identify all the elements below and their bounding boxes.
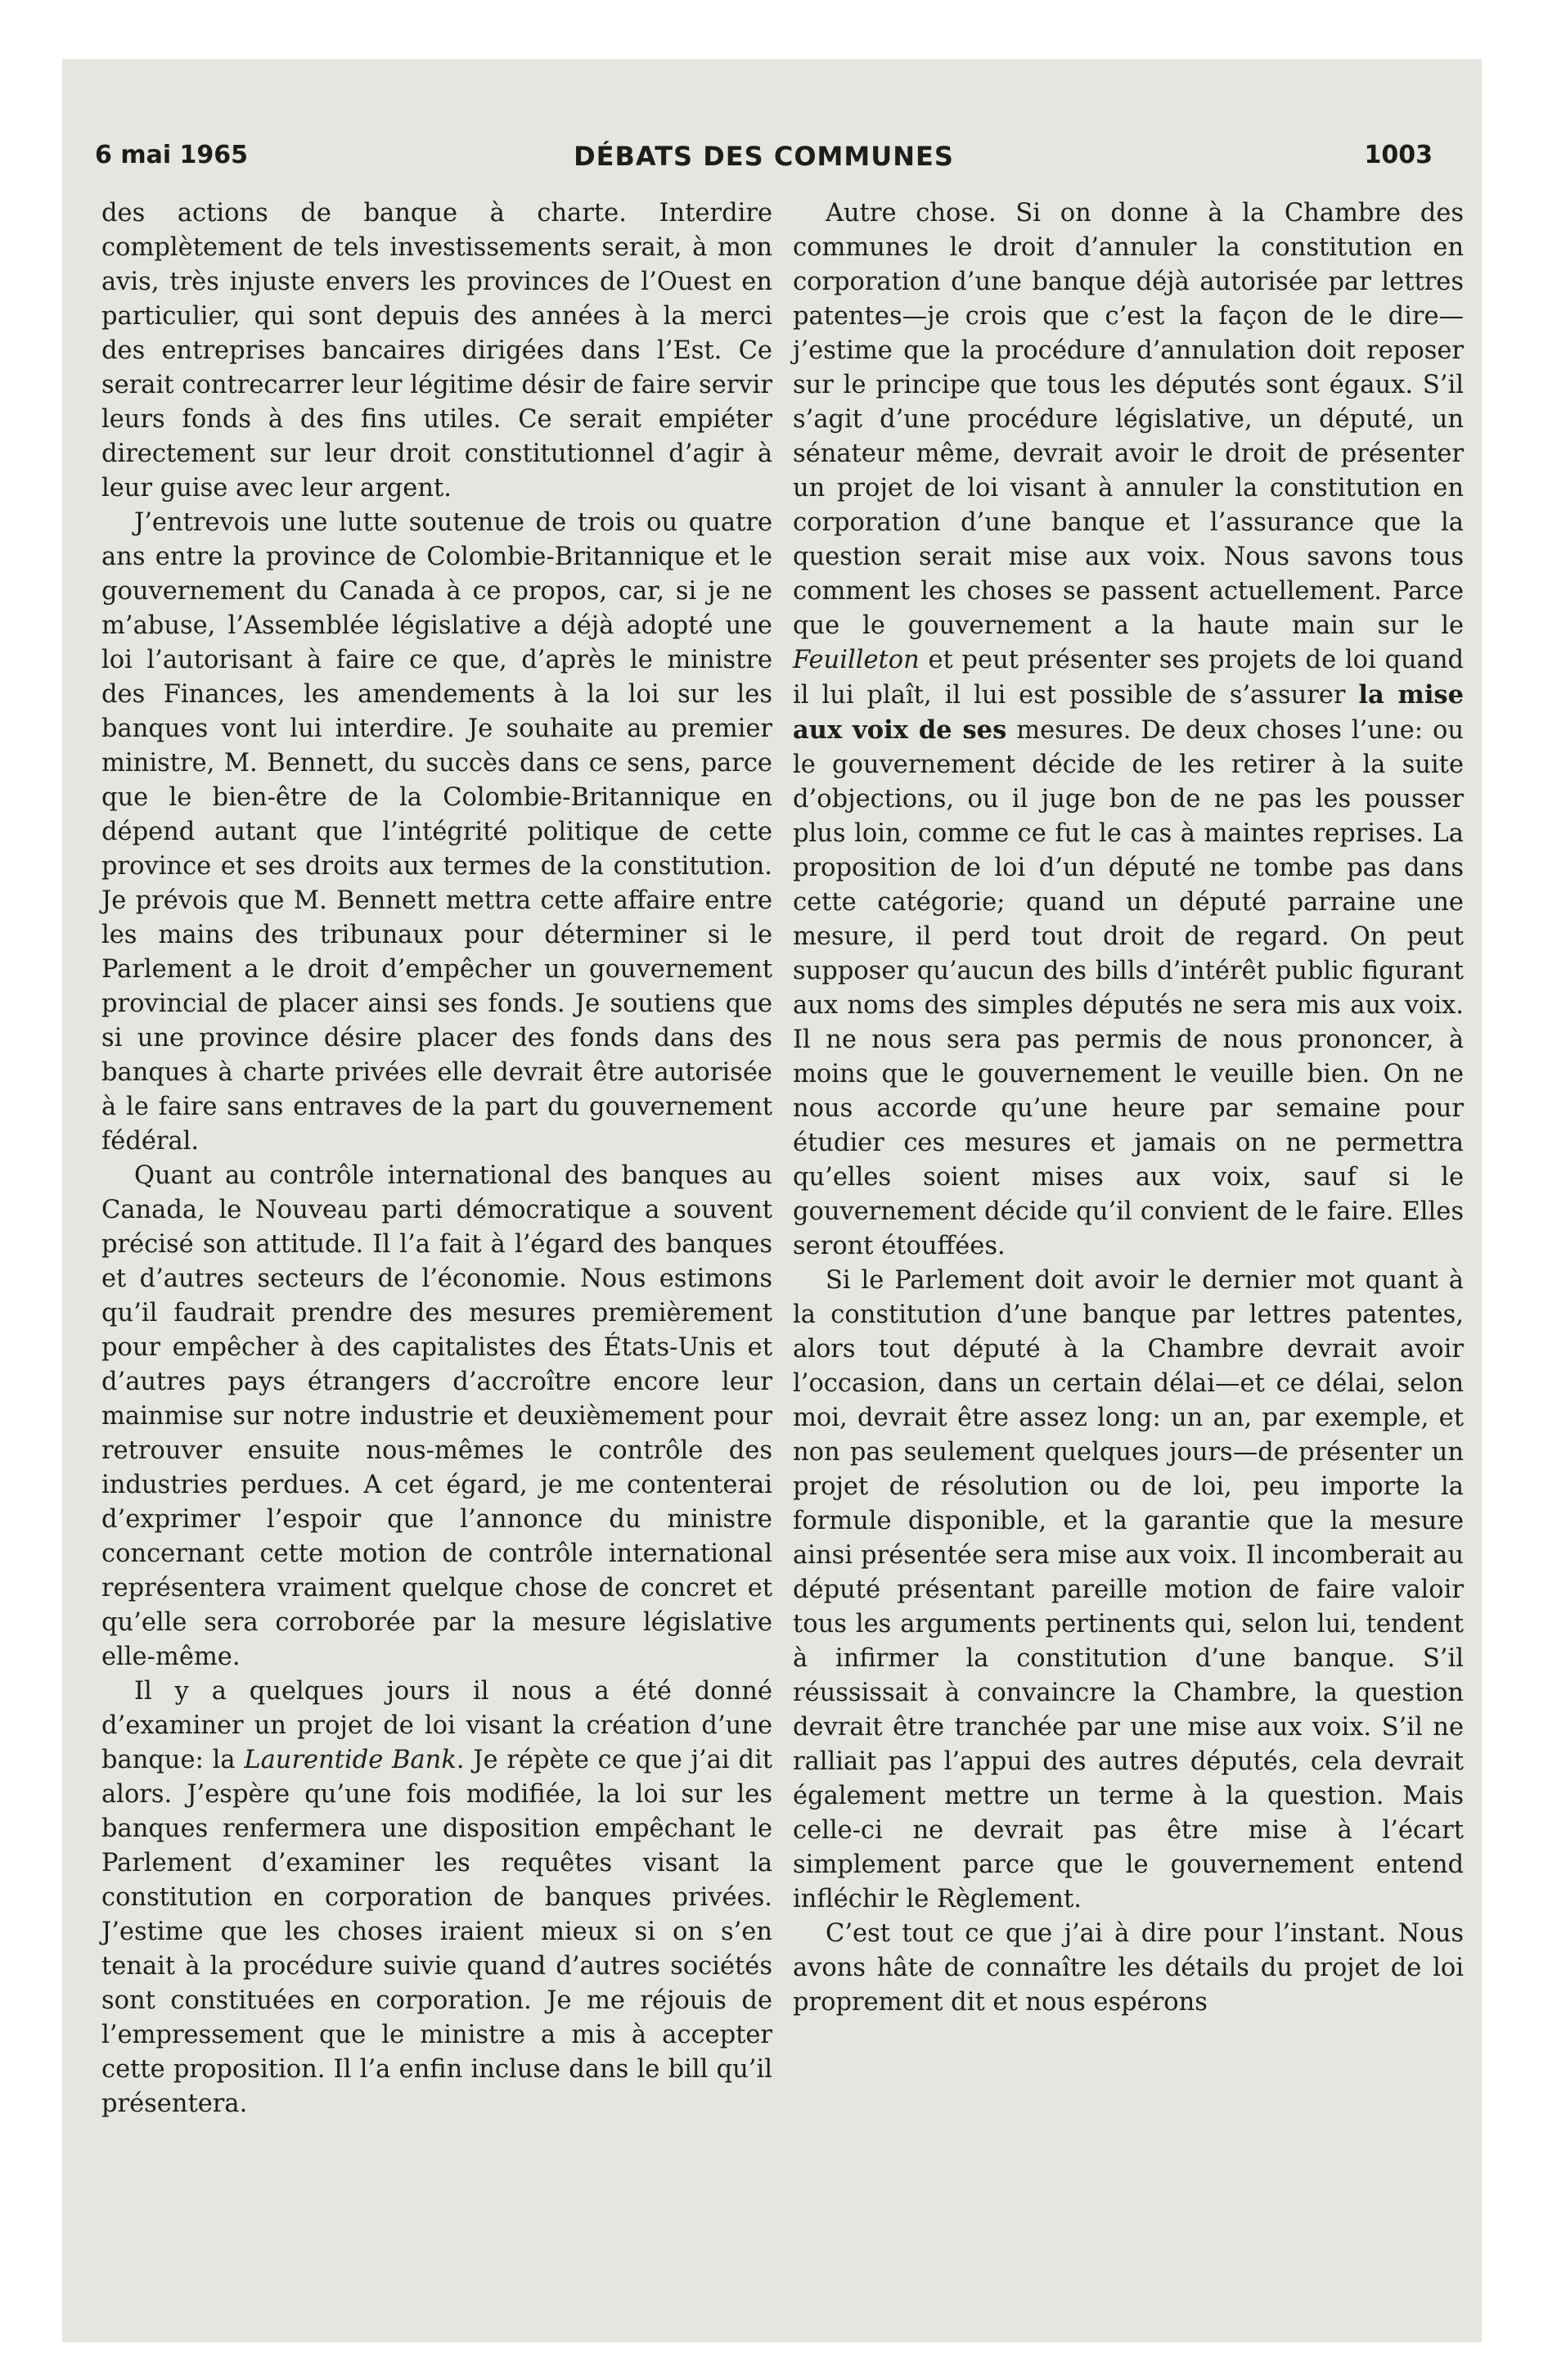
left-paragraph-2: J’entrevois une lutte soutenue de trois ou quatre ans entre la province de Colombie-Britannique et le gouvernement du Canada à ce propos, car, si je ne m’abuse, l’Assemblée législative a déjà adopté une loi l’autorisant à faire ce que, d’après le ministre des Finances, les amendements à la loi sur les banques vont lui interdire. Je souhaite au premier ministre, M. Bennett, du succès dans ce sens, parce que le bien-être de la Colombie-Britannique en dépend autant que l’intégrité politique de cette province et ses droits aux termes de la constitution. Je prévois que M. Bennett mettra cette affaire entre les mains des tribunaux pour déterminer si le Parlement a le droit d’empêcher un gouvernement provincial de placer ainsi ses fonds. Je soutiens que si une province désire placer des fonds dans des banques à charte privées elle devrait être autorisée à le faire sans entraves de la part du gouvernement fédéral. — [101, 508, 772, 1156]
right-paragraph-1-text-a: Autre chose. Si on donne à la Chambre des communes le droit d’annuler la constitution en corporation d’une banque déjà autorisée par lettres patentes—je crois que c’est la façon de le dire—j’estime que la procédure d’annulation doit reposer sur le principe que tous les députés sont égaux. S’il s’agit d’une procédure législative, un député, un sénateur même, devrait avoir le droit de présenter un projet de loi visant à annuler la constitution en corporation d’une banque et l’assurance que la question serait mise aux voix. Nous savons tous comment les choses se passent actuellement. Parce que le gouvernement a la haute main sur le — [793, 199, 1464, 640]
page-header — [95, 141, 1433, 182]
laurentide-bank-italic: Laurentide Bank — [244, 1746, 457, 1774]
header-page-number: 1003 — [1364, 141, 1433, 169]
right-column — [793, 196, 1464, 2020]
left-paragraph-4-text-b: . Je répète ce que j’ai dit alors. J’espère qu’une fois modifiée, la loi sur les banques renfermera une disposition empêchant le Parlement d’examiner les requêtes visant la constitution en corporation de banques privées. J’estime que les choses iraient mieux si on s’en tenait à la procédure suivie quand d’autres sociétés sont constituées en corporation. Je me réjouis de l’empressement que le ministre a mis à accepter cette proposition. Il l’a enfin incluse dans le bill qu’il présentera. — [101, 1746, 772, 2118]
right-paragraph-2: Si le Parlement doit avoir le dernier mot quant à la constitution d’une banque par lettres patentes, alors tout député à la Chambre devrait avoir l’occasion, dans un certain délai—et ce délai, selon moi, devrait être assez long: un an, par exemple, et non pas seulement quelques jours—de présenter un projet de résolution ou de loi, peu importe la formule disponible, et la garantie que la mesure ainsi présentée sera mise aux voix. Il incomberait au député présentant pareille motion de faire valoir tous les arguments pertinents qui, selon lui, tendent à infirmer la constitution d’une banque. S’il réussissait à convaincre la Chambre, la question devrait être tranchée par une mise aux voix. S’il ne ralliait pas l’appui des autres députés, cela devrait également mettre un terme à la question. Mais celle-ci ne devrait pas être mise à l’écart simplement parce que le gouvernement entend infléchir le Règlement. — [793, 1266, 1464, 1913]
bold-phrase: la mise aux voix de ses — [793, 680, 1464, 745]
right-paragraph-1-text-b: et peut présenter ses projets de loi quand il lui plaît, il lui est possible de s’assurer — [793, 646, 1464, 710]
right-paragraph-1 — [793, 196, 1464, 1264]
feuilleton-italic: Feuilleton — [793, 646, 920, 674]
left-paragraph-4 — [101, 1675, 772, 2121]
left-paragraph-1: des actions de banque à charte. Interdire complètement de tels investissements serait, à mon avis, très injuste envers les provinces de l’Ouest en particulier, qui sont depuis des années à la merci des entreprises bancaires dirigées dans l’Est. Ce serait contrecarrer leur légitime désir de faire servir leurs fonds à des fins utiles. Ce serait empiéter directement sur leur droit constitutionnel d’agir à leur guise avec leur argent. — [101, 199, 772, 503]
left-paragraph-4-text-a: Il y a quelques jours il nous a été donné d’examiner un projet de loi visant la création d’une banque: la — [101, 1677, 772, 1774]
document-page — [62, 59, 1482, 2342]
header-title: DÉBATS DES COMMUNES — [574, 141, 954, 172]
left-column — [101, 196, 772, 2121]
left-paragraph-3: Quant au contrôle international des banques au Canada, le Nouveau parti démocratique a souvent précisé son attitude. Il l’a fait à l’égard des banques et d’autres secteurs de l’économie. Nous estimons qu’il faudrait prendre des mesures premièrement pour empêcher à des capitalistes des États-Unis et d’autres pays étrangers d’accroître encore leur mainmise sur notre industrie et deuxièmement pour retrouver ensuite nous-mêmes le contrôle des industries perdues. A cet égard, je me contenterai d’exprimer l’espoir que l’annonce du ministre concernant cette motion de contrôle international représentera vraiment quelque chose de concret et qu’elle sera corroborée par la mesure législative elle-même. — [101, 1161, 772, 1671]
right-paragraph-3: C’est tout ce que j’ai à dire pour l’instant. Nous avons hâte de connaître les détails du projet de loi proprement dit et nous espérons — [793, 1919, 1464, 2017]
header-date: 6 mai 1965 — [95, 141, 249, 169]
right-paragraph-1-text-c: mesures. De deux choses l’une: ou le gouvernement décide de les retirer à la suite d’objections, ou il juge bon de ne pas les pousser plus loin, comme ce fut le cas à maintes reprises. La proposition de loi d’un député ne tombe pas dans cette catégorie; quand un député parraine une mesure, il perd tout droit de regard. On peut supposer qu’aucun des bills d’intérêt public figurant aux noms des simples députés ne sera mis aux voix. Il ne nous sera pas permis de nous prononcer, à moins que le gouvernement le veuille bien. On ne nous accorde qu’une heure par semaine pour étudier ces mesures et jamais on ne permettra qu’elles soient mises aux voix, sauf si le gouvernement décide qu’il convient de le faire. Elles seront étouffées. — [793, 716, 1464, 1260]
